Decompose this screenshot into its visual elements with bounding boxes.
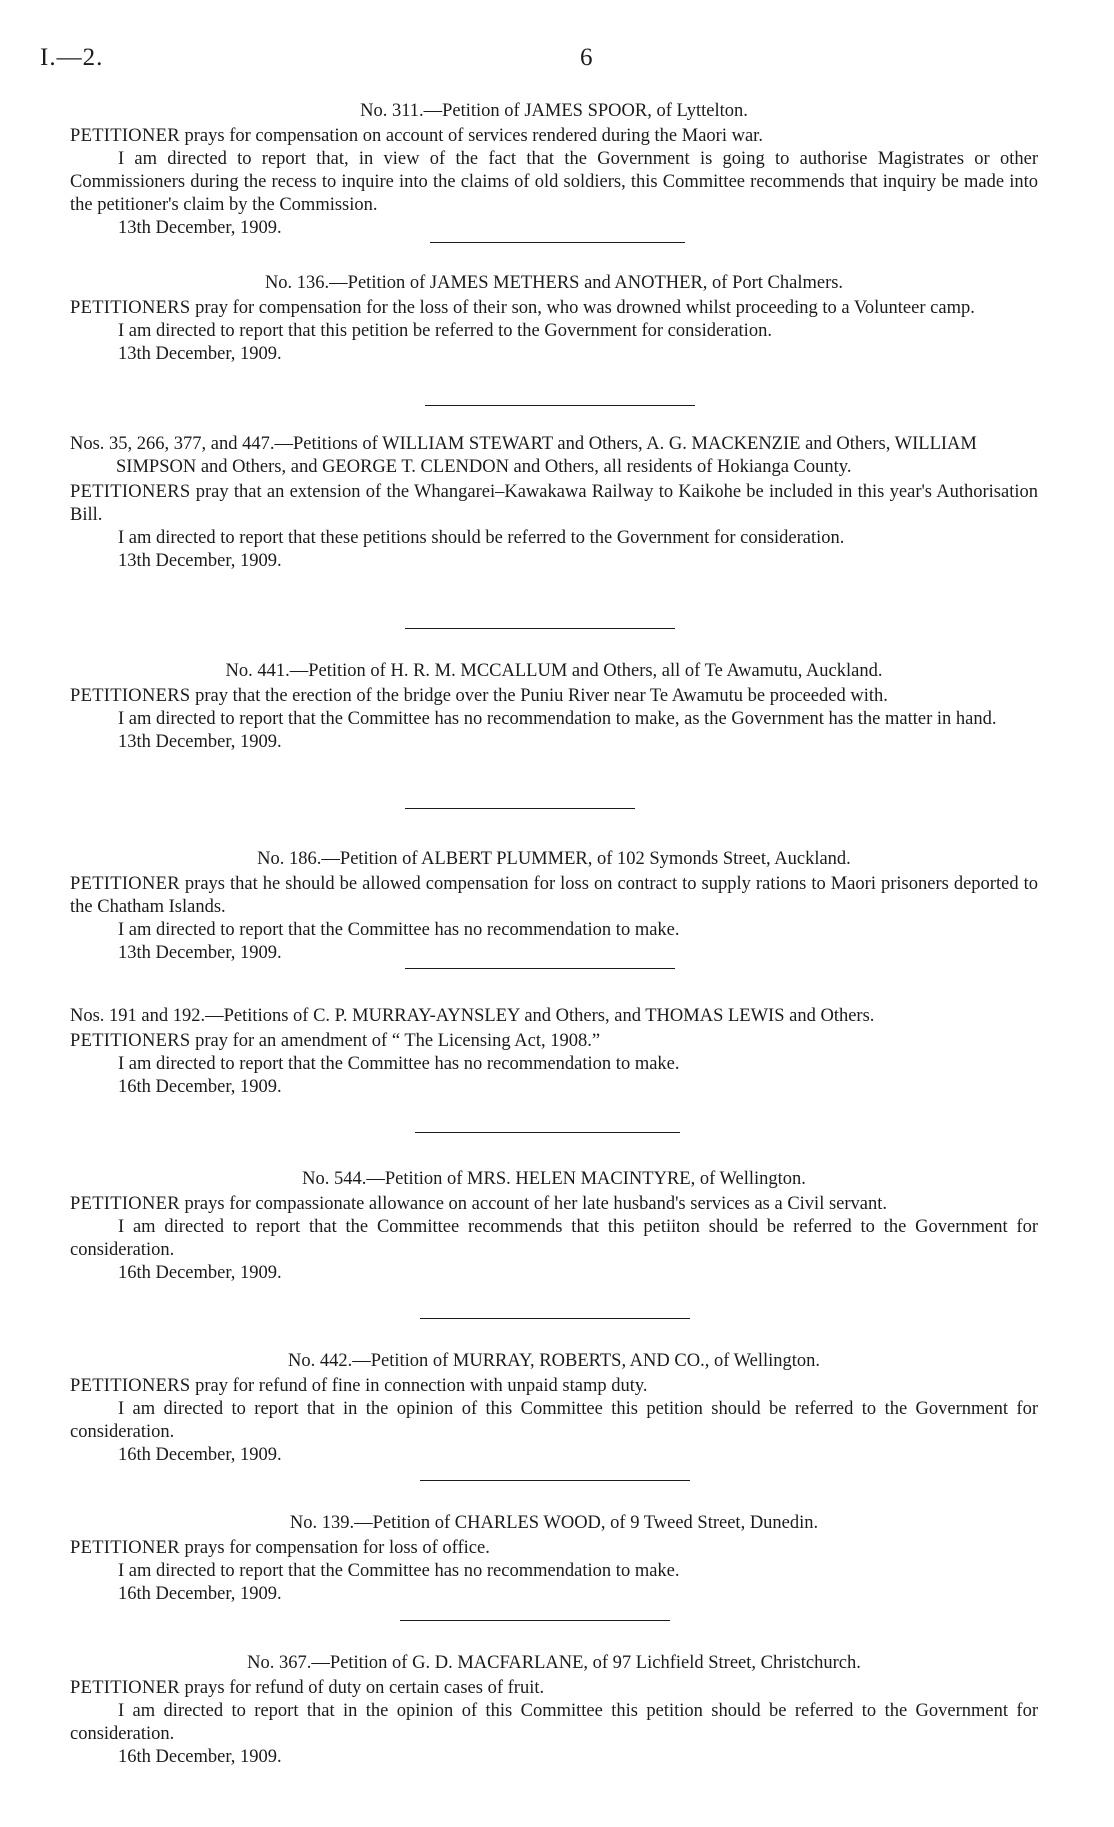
section-divider [400, 1620, 670, 1621]
petition-date: 13th December, 1909. [118, 551, 282, 571]
petition-entry [70, 1350, 1038, 1467]
petition-report: I am directed to report that in the opinion of this Committee this petition should be referred to the Government for consideration. [70, 1399, 1038, 1442]
petition-title: Nos. 35, 266, 377, and 447.—Petitions of WILLIAM STEWART and Others, A. G. MACKENZIE and Others, WILLIAM SIMPSON and Others, and GEORGE T. CLENDON and Others, all residents of Hokianga County. [70, 434, 977, 477]
petition-title: No. 441.—Petition of H. R. M. MCCALLUM and Others, all of Te Awamutu, Auckland. [225, 661, 883, 681]
prayer-lead: PETITIONERS [70, 1376, 191, 1396]
petition-entry [70, 1512, 1038, 1606]
prayer-text: prays for compensation for loss of office. [184, 1538, 490, 1558]
petition-report: I am directed to report that these petitions should be referred to the Government for consideration. [118, 528, 845, 548]
petition-entry [70, 848, 1038, 965]
petition-report: I am directed to report that the Committee recommends that this petiiton should be referred to the Government for consideration. [70, 1217, 1038, 1260]
petition-date: 16th December, 1909. [118, 1263, 282, 1283]
petition-title: No. 544.—Petition of MRS. HELEN MACINTYRE, of Wellington. [302, 1169, 806, 1189]
prayer-text: prays that he should be allowed compensation for loss on contract to supply rations to Maori prisoners deported to the Chatham Islands. [70, 874, 1038, 917]
petition-entry [70, 1652, 1038, 1769]
petition-entry [70, 100, 1038, 240]
petition-prayer [70, 297, 1038, 320]
petition-title: No. 442.—Petition of MURRAY, ROBERTS, AND CO., of Wellington. [287, 1351, 821, 1371]
petition-prayer [70, 1193, 1038, 1216]
prayer-text: pray for compensation for the loss of their son, who was drowned whilst proceeding to a Volunteer camp. [195, 298, 975, 318]
paper-reference: I.—2. [40, 44, 104, 71]
petition-report: I am directed to report that the Committee has no recommendation to make. [118, 1561, 680, 1581]
petition-entry [70, 1168, 1038, 1285]
prayer-text: pray for an amendment of “ The Licensing Act, 1908.” [195, 1031, 601, 1051]
petition-title: No. 139.—Petition of CHARLES WOOD, of 9 Tweed Street, Dunedin. [289, 1513, 819, 1533]
prayer-lead: PETITIONER [70, 874, 180, 894]
prayer-text: prays for compassionate allowance on account of her late husband's services as a Civil servant. [184, 1194, 888, 1214]
petition-date: 16th December, 1909. [118, 1584, 282, 1604]
section-divider [405, 808, 635, 809]
petition-title: No. 136.—Petition of JAMES METHERS and ANOTHER, of Port Chalmers. [264, 273, 844, 293]
petition-prayer [70, 1375, 1038, 1398]
prayer-lead: PETITIONERS [70, 686, 191, 706]
prayer-text: pray for refund of fine in connection with unpaid stamp duty. [195, 1376, 648, 1396]
petition-report: I am directed to report that this petition be referred to the Government for consideration. [118, 321, 772, 341]
section-divider [430, 242, 685, 243]
prayer-lead: PETITIONER [70, 1194, 180, 1214]
prayer-text: prays for refund of duty on certain cases of fruit. [184, 1678, 545, 1698]
petition-report: I am directed to report that the Committee has no recommendation to make. [118, 920, 680, 940]
petition-entry [70, 660, 1038, 754]
section-divider [420, 1318, 690, 1319]
prayer-lead: PETITIONER [70, 1538, 180, 1558]
petition-entry [70, 433, 1038, 573]
prayer-lead: PETITIONERS [70, 1031, 191, 1051]
petition-prayer [70, 481, 1038, 527]
petition-entry [70, 1005, 1038, 1099]
petition-date: 16th December, 1909. [118, 1445, 282, 1465]
petition-prayer [70, 1537, 1038, 1560]
page-number: 6 [580, 44, 593, 71]
prayer-lead: PETITIONER [70, 126, 180, 146]
petition-entry [70, 272, 1038, 366]
petition-prayer [70, 125, 1038, 148]
prayer-text: pray that the erection of the bridge over the Puniu River near Te Awamutu be proceeded with. [195, 686, 888, 706]
petition-title: No. 367.—Petition of G. D. MACFARLANE, of 97 Lichfield Street, Christchurch. [247, 1653, 861, 1673]
section-divider [425, 405, 695, 406]
petition-report: I am directed to report that, in view of the fact that the Government is going to authorise Magistrates or other Commissioners during the recess to inquire into the claims of old soldiers, this Committee recommends that inquiry be made into the petitioner's claim by the Commission. [70, 149, 1038, 215]
prayer-lead: PETITIONERS [70, 298, 191, 318]
section-divider [420, 1480, 690, 1481]
petition-date: 13th December, 1909. [118, 344, 282, 364]
section-divider [405, 628, 675, 629]
section-divider [405, 968, 675, 969]
prayer-text: prays for compensation on account of services rendered during the Maori war. [184, 126, 763, 146]
petition-date: 13th December, 1909. [118, 943, 282, 963]
petition-date: 13th December, 1909. [118, 732, 282, 752]
petition-date: 16th December, 1909. [118, 1747, 282, 1767]
petition-title: No. 186.—Petition of ALBERT PLUMMER, of 102 Symonds Street, Auckland. [257, 849, 851, 869]
petition-date: 13th December, 1909. [118, 218, 282, 238]
section-divider [415, 1132, 680, 1133]
prayer-text: pray that an extension of the Whangarei–Kawakawa Railway to Kaikohe be included in this year's Authorisation Bill. [70, 482, 1038, 525]
petition-title: Nos. 191 and 192.—Petitions of C. P. MURRAY-AYNSLEY and Others, and THOMAS LEWIS and Others. [70, 1006, 875, 1026]
petition-prayer [70, 873, 1038, 919]
petition-prayer [70, 1677, 1038, 1700]
petition-prayer [70, 1030, 1038, 1053]
petition-report: I am directed to report that the Committee has no recommendation to make, as the Government has the matter in hand. [118, 709, 997, 729]
petition-report: I am directed to report that in the opinion of this Committee this petition should be referred to the Government for consideration. [70, 1701, 1038, 1744]
page-header [40, 44, 1080, 78]
petition-date: 16th December, 1909. [118, 1077, 282, 1097]
petition-report: I am directed to report that the Committee has no recommendation to make. [118, 1054, 680, 1074]
prayer-lead: PETITIONERS [70, 482, 191, 502]
petition-title: No. 311.—Petition of JAMES SPOOR, of Lyttelton. [360, 101, 748, 121]
prayer-lead: PETITIONER [70, 1678, 180, 1698]
petition-prayer [70, 685, 1038, 708]
